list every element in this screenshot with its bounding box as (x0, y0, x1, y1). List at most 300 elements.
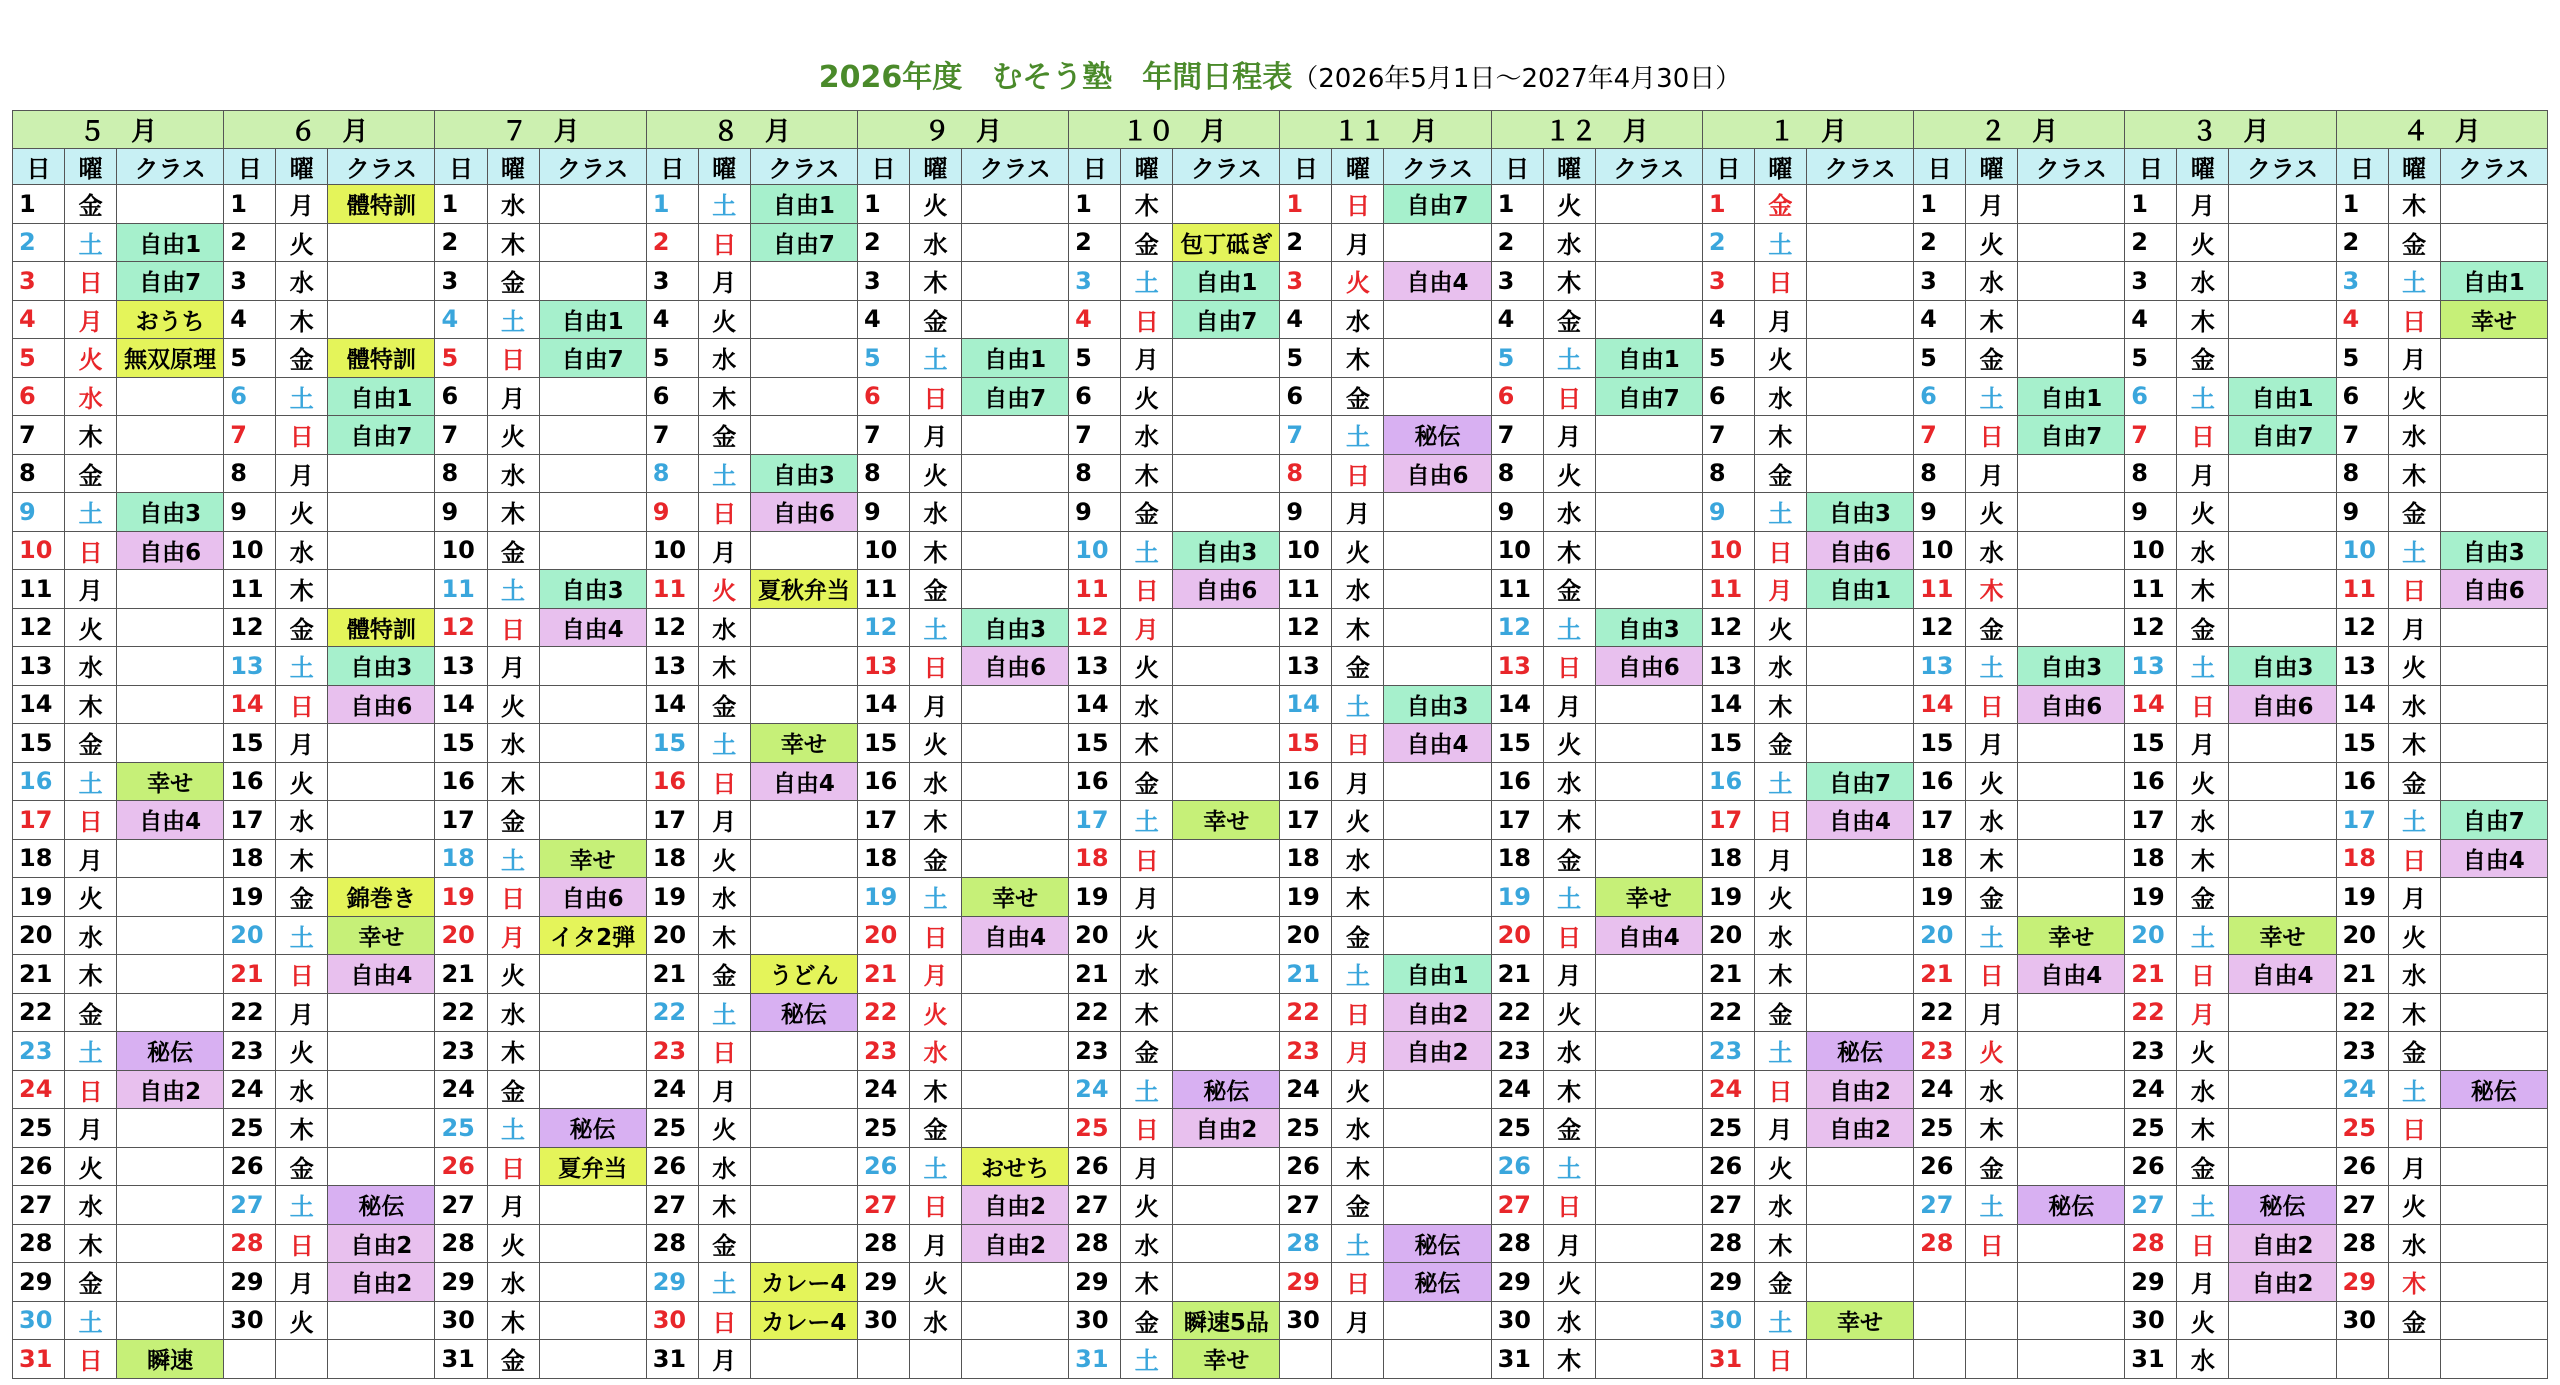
header-weekday: 曜 (487, 149, 539, 185)
class-cell (2018, 878, 2125, 917)
class-cell (1173, 762, 1280, 801)
class-cell: 自由4 (750, 762, 857, 801)
weekday-cell: 土 (1966, 916, 2018, 955)
weekday-cell: 水 (487, 185, 539, 224)
weekday-cell: 月 (276, 724, 328, 763)
class-cell (962, 570, 1069, 609)
class-cell (750, 608, 857, 647)
weekday-cell: 金 (1332, 647, 1384, 686)
class-cell (2229, 1070, 2336, 1109)
weekday-cell: 土 (487, 300, 539, 339)
weekday-cell: 日 (276, 685, 328, 724)
class-cell (328, 570, 435, 609)
weekday-cell: 火 (65, 878, 117, 917)
day-cell: 9 (857, 493, 909, 532)
day-cell: 19 (2125, 878, 2177, 917)
class-cell (1384, 1301, 1491, 1340)
weekday-cell: 土 (2388, 1070, 2440, 1109)
day-cell: 20 (1280, 916, 1332, 955)
weekday-cell: 火 (909, 993, 961, 1032)
day-cell: 17 (1914, 801, 1966, 840)
day-cell: 13 (1280, 647, 1332, 686)
day-cell: 18 (1914, 839, 1966, 878)
day-cell: 2 (2125, 223, 2177, 262)
class-cell: 自由2 (2229, 1263, 2336, 1302)
weekday-cell: 日 (1543, 916, 1595, 955)
weekday-cell: 水 (1966, 531, 2018, 570)
class-cell: 無双原理 (117, 339, 224, 378)
class-cell (117, 1301, 224, 1340)
day-cell: 2 (857, 223, 909, 262)
day-cell: 27 (1491, 1186, 1543, 1225)
weekday-cell: 土 (1121, 1340, 1173, 1379)
table-row (13, 1263, 2548, 1302)
class-cell (1384, 493, 1491, 532)
weekday-cell: 水 (2177, 531, 2229, 570)
class-cell (539, 1263, 646, 1302)
day-cell: 17 (646, 801, 698, 840)
table-row (13, 839, 2548, 878)
day-cell: 12 (1491, 608, 1543, 647)
weekday-cell: 月 (1121, 608, 1173, 647)
class-cell (962, 185, 1069, 224)
weekday-cell: 火 (2177, 762, 2229, 801)
weekday-cell: 日 (698, 1301, 750, 1340)
weekday-cell: 木 (65, 1224, 117, 1263)
weekday-cell: 土 (1754, 1301, 1806, 1340)
weekday-cell: 木 (487, 1032, 539, 1071)
header-class: クラス (2440, 149, 2547, 185)
class-cell (750, 300, 857, 339)
weekday-cell: 水 (1543, 223, 1595, 262)
day-cell: 10 (1702, 531, 1754, 570)
class-cell: 自由6 (750, 493, 857, 532)
day-cell: 1 (1280, 185, 1332, 224)
day-cell: 3 (857, 262, 909, 301)
weekday-cell: 金 (698, 955, 750, 994)
weekday-cell: 水 (65, 377, 117, 416)
day-cell: 22 (2125, 993, 2177, 1032)
day-cell: 14 (1491, 685, 1543, 724)
class-cell (539, 223, 646, 262)
class-cell (2018, 608, 2125, 647)
class-cell (2440, 1109, 2547, 1148)
weekday-cell: 火 (1332, 531, 1384, 570)
weekday-cell: 日 (698, 762, 750, 801)
day-cell: 13 (224, 647, 276, 686)
class-cell (750, 416, 857, 455)
header-weekday: 曜 (698, 149, 750, 185)
day-cell: 20 (435, 916, 487, 955)
class-cell (1173, 1224, 1280, 1263)
class-cell (328, 801, 435, 840)
day-cell: 21 (1491, 955, 1543, 994)
weekday-cell: 日 (65, 531, 117, 570)
weekday-cell: 金 (65, 993, 117, 1032)
weekday-cell: 木 (1543, 1340, 1595, 1379)
day-cell: 5 (2125, 339, 2177, 378)
class-cell (1173, 1263, 1280, 1302)
weekday-cell: 火 (65, 608, 117, 647)
day-cell: 10 (2125, 531, 2177, 570)
day-cell: 7 (1280, 416, 1332, 455)
weekday-cell: 月 (1966, 724, 2018, 763)
weekday-cell: 火 (909, 724, 961, 763)
weekday-cell: 水 (909, 762, 961, 801)
class-cell: 自由6 (1595, 647, 1702, 686)
weekday-cell: 木 (2177, 1109, 2229, 1148)
weekday-cell (1966, 1340, 2018, 1379)
weekday-cell (2388, 1340, 2440, 1379)
day-cell: 29 (13, 1263, 65, 1302)
weekday-cell: 土 (276, 647, 328, 686)
weekday-cell: 月 (1332, 1032, 1384, 1071)
day-cell: 14 (2125, 685, 2177, 724)
class-cell (117, 647, 224, 686)
weekday-cell: 水 (487, 724, 539, 763)
day-cell: 24 (857, 1070, 909, 1109)
class-cell: 自由4 (1384, 724, 1491, 763)
weekday-cell: 月 (1121, 878, 1173, 917)
weekday-cell: 金 (2388, 223, 2440, 262)
weekday-cell: 日 (276, 416, 328, 455)
weekday-cell: 月 (1332, 223, 1384, 262)
day-cell: 1 (435, 185, 487, 224)
class-cell (2440, 223, 2547, 262)
class-cell (962, 1070, 1069, 1109)
class-cell (117, 1186, 224, 1225)
weekday-cell: 金 (2388, 1032, 2440, 1071)
weekday-cell: 月 (65, 839, 117, 878)
class-cell (962, 493, 1069, 532)
header-class: クラス (1595, 149, 1702, 185)
day-cell: 16 (1702, 762, 1754, 801)
day-cell: 9 (646, 493, 698, 532)
day-cell: 22 (857, 993, 909, 1032)
day-cell (1914, 1340, 1966, 1379)
class-cell (962, 839, 1069, 878)
weekday-cell: 日 (1966, 416, 2018, 455)
table-row (13, 762, 2548, 801)
day-cell: 27 (1280, 1186, 1332, 1225)
class-cell (328, 223, 435, 262)
class-cell: 自由1 (1595, 339, 1702, 378)
day-cell: 18 (857, 839, 909, 878)
day-cell: 24 (1702, 1070, 1754, 1109)
day-cell: 3 (224, 262, 276, 301)
header-class: クラス (539, 149, 646, 185)
class-cell (1595, 685, 1702, 724)
class-cell (2229, 300, 2336, 339)
weekday-cell: 月 (1543, 685, 1595, 724)
weekday-cell: 土 (1754, 1032, 1806, 1071)
weekday-cell: 日 (276, 1224, 328, 1263)
day-cell: 23 (646, 1032, 698, 1071)
weekday-cell: 水 (909, 493, 961, 532)
weekday-cell (1966, 1301, 2018, 1340)
weekday-cell: 木 (1332, 339, 1384, 378)
table-row (13, 724, 2548, 763)
day-cell: 8 (435, 454, 487, 493)
page-title (0, 52, 2560, 96)
class-cell (539, 185, 646, 224)
class-cell: 自由7 (1173, 300, 1280, 339)
day-cell: 3 (1491, 262, 1543, 301)
class-cell (2440, 493, 2547, 532)
class-cell (2018, 1224, 2125, 1263)
class-cell (2018, 1147, 2125, 1186)
class-cell (117, 570, 224, 609)
class-cell: 自由2 (962, 1224, 1069, 1263)
weekday-cell: 土 (487, 839, 539, 878)
class-cell (1384, 300, 1491, 339)
weekday-cell: 土 (65, 1301, 117, 1340)
header-weekday: 曜 (2388, 149, 2440, 185)
weekday-cell: 日 (2177, 955, 2229, 994)
class-cell (117, 839, 224, 878)
weekday-cell: 日 (698, 493, 750, 532)
day-cell: 18 (2336, 839, 2388, 878)
weekday-cell: 日 (1754, 531, 1806, 570)
header-weekday: 曜 (1332, 149, 1384, 185)
weekday-cell: 水 (276, 262, 328, 301)
weekday-cell: 日 (65, 1340, 117, 1379)
class-cell: 秘伝 (2229, 1186, 2336, 1225)
class-cell (1595, 531, 1702, 570)
class-cell (2018, 1032, 2125, 1071)
weekday-cell: 水 (1332, 300, 1384, 339)
day-cell: 5 (1702, 339, 1754, 378)
class-cell: 秘伝 (1384, 1224, 1491, 1263)
class-cell: 秘伝 (750, 993, 857, 1032)
class-cell (2440, 1263, 2547, 1302)
day-cell: 13 (2125, 647, 2177, 686)
weekday-cell: 金 (65, 724, 117, 763)
weekday-cell: 木 (1966, 570, 2018, 609)
day-cell: 4 (13, 300, 65, 339)
day-cell: 1 (857, 185, 909, 224)
day-cell: 8 (646, 454, 698, 493)
class-cell: 自由1 (1173, 262, 1280, 301)
weekday-cell: 金 (1754, 454, 1806, 493)
weekday-cell: 月 (1966, 185, 2018, 224)
class-cell (117, 878, 224, 917)
day-cell: 20 (857, 916, 909, 955)
class-cell (539, 262, 646, 301)
class-cell (2018, 839, 2125, 878)
header-day: 日 (435, 149, 487, 185)
header-class: クラス (1806, 149, 1913, 185)
class-cell (750, 1109, 857, 1148)
class-cell: 錦巻き (328, 878, 435, 917)
day-cell: 22 (1702, 993, 1754, 1032)
weekday-cell: 日 (487, 608, 539, 647)
class-cell: 自由3 (1595, 608, 1702, 647)
class-cell (328, 762, 435, 801)
weekday-cell: 火 (1543, 185, 1595, 224)
day-cell: 25 (1069, 1109, 1121, 1148)
day-cell: 30 (435, 1301, 487, 1340)
class-cell (2229, 1340, 2336, 1379)
weekday-cell: 土 (698, 454, 750, 493)
class-cell (1595, 1301, 1702, 1340)
day-cell: 10 (1069, 531, 1121, 570)
weekday-cell: 日 (909, 916, 961, 955)
day-cell: 24 (435, 1070, 487, 1109)
weekday-cell: 木 (1966, 1109, 2018, 1148)
weekday-cell: 日 (487, 339, 539, 378)
header-class: クラス (1173, 149, 1280, 185)
weekday-cell: 土 (487, 570, 539, 609)
weekday-cell: 火 (276, 762, 328, 801)
weekday-cell: 月 (1966, 993, 2018, 1032)
class-cell (2440, 185, 2547, 224)
header-day: 日 (857, 149, 909, 185)
day-cell: 15 (1280, 724, 1332, 763)
table-row (13, 185, 2548, 224)
day-cell: 27 (646, 1186, 698, 1225)
class-cell: 幸せ (1173, 1340, 1280, 1379)
weekday-cell: 水 (1543, 1032, 1595, 1071)
weekday-cell: 水 (1121, 955, 1173, 994)
class-cell (539, 1301, 646, 1340)
day-cell: 26 (1702, 1147, 1754, 1186)
day-cell: 15 (13, 724, 65, 763)
day-cell: 5 (646, 339, 698, 378)
class-cell (1595, 1070, 1702, 1109)
day-cell: 16 (1280, 762, 1332, 801)
class-cell: 自由7 (1595, 377, 1702, 416)
header-weekday: 曜 (2177, 149, 2229, 185)
weekday-cell: 月 (65, 570, 117, 609)
weekday-cell: 土 (1966, 377, 2018, 416)
day-cell: 19 (1069, 878, 1121, 917)
weekday-cell: 月 (2177, 993, 2229, 1032)
class-cell (539, 647, 646, 686)
day-cell: 7 (2336, 416, 2388, 455)
class-cell (1384, 339, 1491, 378)
day-cell: 18 (13, 839, 65, 878)
day-cell: 2 (435, 223, 487, 262)
day-cell: 17 (13, 801, 65, 840)
day-cell: 25 (1702, 1109, 1754, 1148)
weekday-cell: 金 (487, 1340, 539, 1379)
weekday-cell: 土 (2177, 1186, 2229, 1225)
day-cell: 14 (1914, 685, 1966, 724)
weekday-cell: 月 (909, 1224, 961, 1263)
class-cell: 自由6 (2440, 570, 2547, 609)
day-cell: 19 (1702, 878, 1754, 917)
column-header-row (13, 149, 2548, 185)
class-cell (2440, 724, 2547, 763)
class-cell (1173, 955, 1280, 994)
day-cell: 25 (1280, 1109, 1332, 1148)
day-cell: 11 (13, 570, 65, 609)
day-cell: 16 (1914, 762, 1966, 801)
day-cell: 27 (13, 1186, 65, 1225)
day-cell: 4 (1280, 300, 1332, 339)
class-cell: 秘伝 (1173, 1070, 1280, 1109)
class-cell (1806, 223, 1913, 262)
day-cell: 9 (1702, 493, 1754, 532)
class-cell (2440, 993, 2547, 1032)
weekday-cell: 水 (1121, 416, 1173, 455)
day-cell: 4 (857, 300, 909, 339)
weekday-cell: 火 (2177, 493, 2229, 532)
weekday-cell: 月 (1332, 493, 1384, 532)
weekday-cell: 月 (909, 955, 961, 994)
day-cell: 2 (2336, 223, 2388, 262)
day-cell: 8 (2336, 454, 2388, 493)
weekday-cell: 月 (2388, 339, 2440, 378)
day-cell: 13 (646, 647, 698, 686)
class-cell (2229, 801, 2336, 840)
day-cell: 7 (1069, 416, 1121, 455)
weekday-cell: 土 (1332, 955, 1384, 994)
day-cell: 12 (646, 608, 698, 647)
weekday-cell: 月 (2388, 608, 2440, 647)
day-cell: 16 (435, 762, 487, 801)
weekday-cell: 火 (1754, 878, 1806, 917)
day-cell: 6 (224, 377, 276, 416)
class-cell (1384, 223, 1491, 262)
class-cell (539, 1032, 646, 1071)
class-cell: 自由2 (1384, 993, 1491, 1032)
class-cell (2018, 570, 2125, 609)
day-cell: 31 (646, 1340, 698, 1379)
day-cell: 29 (1280, 1263, 1332, 1302)
day-cell: 24 (13, 1070, 65, 1109)
day-cell: 20 (646, 916, 698, 955)
class-cell: 秘伝 (1384, 416, 1491, 455)
day-cell: 13 (857, 647, 909, 686)
class-cell (1173, 878, 1280, 917)
weekday-cell: 土 (65, 762, 117, 801)
month-header: ５ 月 (13, 111, 224, 149)
day-cell: 15 (1914, 724, 1966, 763)
class-cell (1173, 608, 1280, 647)
class-cell (2229, 531, 2336, 570)
day-cell: 28 (1491, 1224, 1543, 1263)
class-cell: 自由4 (1595, 916, 1702, 955)
table-row (13, 300, 2548, 339)
weekday-cell: 火 (909, 1263, 961, 1302)
day-cell: 8 (1069, 454, 1121, 493)
header-weekday: 曜 (65, 149, 117, 185)
class-cell: 自由4 (2018, 955, 2125, 994)
day-cell: 23 (435, 1032, 487, 1071)
header-day: 日 (1491, 149, 1543, 185)
class-cell (328, 724, 435, 763)
class-cell (750, 647, 857, 686)
class-cell (1806, 993, 1913, 1032)
weekday-cell: 金 (2388, 493, 2440, 532)
day-cell: 18 (2125, 839, 2177, 878)
class-cell (1806, 955, 1913, 994)
class-cell (2440, 955, 2547, 994)
day-cell: 25 (1914, 1109, 1966, 1148)
day-cell: 20 (13, 916, 65, 955)
day-cell: 22 (1491, 993, 1543, 1032)
weekday-cell: 金 (1121, 493, 1173, 532)
day-cell: 31 (13, 1340, 65, 1379)
class-cell (1595, 801, 1702, 840)
table-row (13, 916, 2548, 955)
class-cell (539, 377, 646, 416)
weekday-cell: 月 (909, 685, 961, 724)
class-cell: 自由4 (1384, 262, 1491, 301)
class-cell (1595, 762, 1702, 801)
